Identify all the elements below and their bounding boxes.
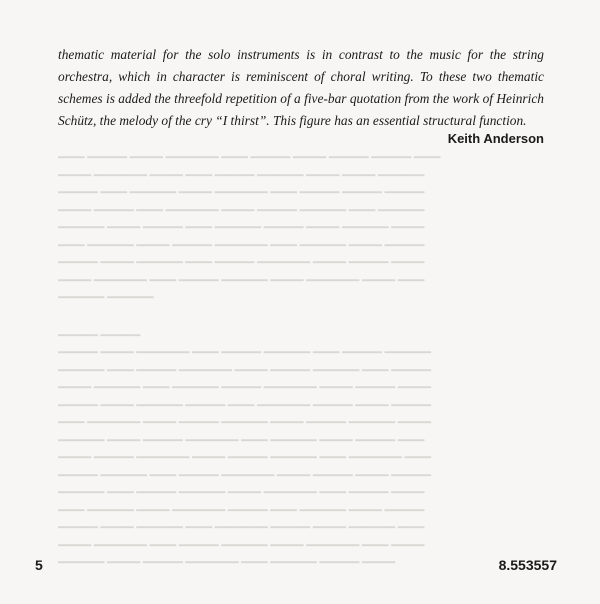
catalog-number: 8.553557 [498, 557, 557, 573]
page-number: 5 [35, 557, 43, 573]
author-signature: Keith Anderson [447, 131, 544, 146]
body-paragraph: thematic material for the solo instruments is in contrast to the music for the string orchestra, which in character is reminiscent of choral writing. To these two thematic schemes is added the threefold repetition of a five-bar quotation from the work of Heinrich Schütz, the melody of the cry “I thirst”. This figure has an essential structural function. [58, 47, 544, 128]
show-through-texture: ━━━━ ━━━━━━ ━━━━━ ━━━━━━━━ ━━━━ ━━━━━━ ━━━━━ ━━━━━━ ━━━━━━ ━━━━ ━━━━━ ━━━━━━━━ ━━━━━ ━━━━ ━━━━━━ ━━━━━━━ ━━━━━ ━━━━━ ━━━━━━━ ━━━━━━ ━━━━ ━━━━━━━ ━━━━━ ━━━━━━━━ ━━━━ ━━━━━━ ━━━━━━ ━━━━━━ ━━━━━ ━━━━━━ ━━━━ ━━━━━━━━ ━━━━━ ━━━━━━ ━━━━━━━ ━━━━ ━━━━━━━ ━━━━━━━ ━━━━━ ━━━━━━ ━━━━ ━━━━━━━ ━━━━━━ ━━━━━ ━━━━━━━ ━━━━━ ━━━━ ━━━━━━━ ━━━━━ ━━━━━━ ━━━━━━━━ ━━━━ ━━━━━━━ ━━━━━ ━━━━━━ ━━━━━━ ━━━━━ ━━━━━━━ ━━━━ ━━━━━━ ━━━━━━━━ ━━━━━ ━━━━━━ ━━━━━ ━━━━━ ━━━━━━━━ ━━━━ ━━━━━━ ━━━━━━━ ━━━━━ ━━━━━━━━ ━━━━━ ━━━━ ━━━━━━━ ━━━━━━━ ━━━━━━ ━━━━━━ ━━━━━━ ━━━━━ ━━━━━━━━ ━━━━ ━━━━━━ ━━━━━━━ ━━━━ ━━━━━━ ━━━━━━━ ━━━━━━━ ━━━━ ━━━━━━ ━━━━━━━━ ━━━━━ ━━━━━━ ━━━━━━━ ━━━━ ━━━━━━ ━━━━━ ━━━━━━━ ━━━━ ━━━━━━━ ━━━━━━ ━━━━━━━━ ━━━━━ ━━━━━━ ━━━━━ ━━━━━━ ━━━━━ ━━━━━━━ ━━━━━━ ━━━━ ━━━━━━━━ ━━━━━━ ━━━━━ ━━━━━━ ━━━━ ━━━━━━━━ ━━━━━ ━━━━━━ ━━━━━━━ ━━━━━ ━━━━━━ ━━━━━━━ ━━━━━ ━━━━━━━ ━━━━━ ━━━━━━ ━━━━━━━━ ━━━━ ━━━━━━━ ━━━━━ ━━━━━━ ━━━━ ━━━━━ ━━━━━━ ━━━━━━━━ ━━━━━ ━━━━━━ ━━━━━━━ ━━━━ ━━━━━━━━ ━━━━ ━━━━━━ ━━━━━━━ ━━━━ ━━━━━━ ━━━━━━━━ ━━━━━ ━━━━━━ ━━━━━ ━━━━━━ ━━━━━━━ ━━━━ ━━━━━━ ━━━━━━━ ━━━━━ ━━━━━━━━ ━━━━ ━━━━━━ ━━━━━ ━━━━ ━━━━━━━ ━━━━━ ━━━━━━━━ ━━━━━━ ━━━━ ━━━━━━━ ━━━━━ ━━━━━━ ━━━━━━ ━━━━━ ━━━━━━━ ━━━━ ━━━━━━━━ ━━━━━━ ━━━━━ ━━━━━━━ ━━━━ ━━━━━ ━━━━━━━━ ━━━━ ━━━━━━ ━━━━━━━ ━━━━━ ━━━━━━━━ ━━━━ ━━━━━ ━━━━━━━ ━━━━━ ━━━━━━ ━━━━━━━━ ━━━━ ━━━━━━━ ━━━━━━ ━━━━━ [58, 152, 441, 569]
